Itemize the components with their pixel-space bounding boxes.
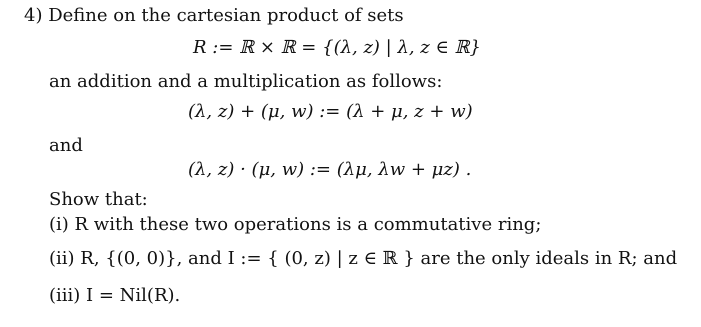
and-connector: and — [49, 135, 83, 156]
item-ii: (ii) R, {(0, 0)}, and I := { (0, z) | z ∈ ℝ } are the only ideals in R; and — [49, 248, 678, 269]
show-that-heading: Show that: — [49, 189, 148, 210]
problem-intro: 4) Define on the cartesian product of sets — [24, 5, 404, 26]
set-definition-formula: R := ℝ × ℝ = {(λ, z) | λ, z ∈ ℝ} — [193, 37, 481, 58]
operations-intro: an addition and a multiplication as follows: — [49, 71, 443, 92]
addition-formula: (λ, z) + (μ, w) := (λ + μ, z + w) — [188, 101, 473, 122]
item-i: (i) R with these two operations is a commutative ring; — [49, 214, 542, 235]
item-iii: (iii) I = Nil(R). — [49, 285, 181, 306]
multiplication-formula: (λ, z) · (μ, w) := (λμ, λw + μz) . — [188, 159, 472, 180]
